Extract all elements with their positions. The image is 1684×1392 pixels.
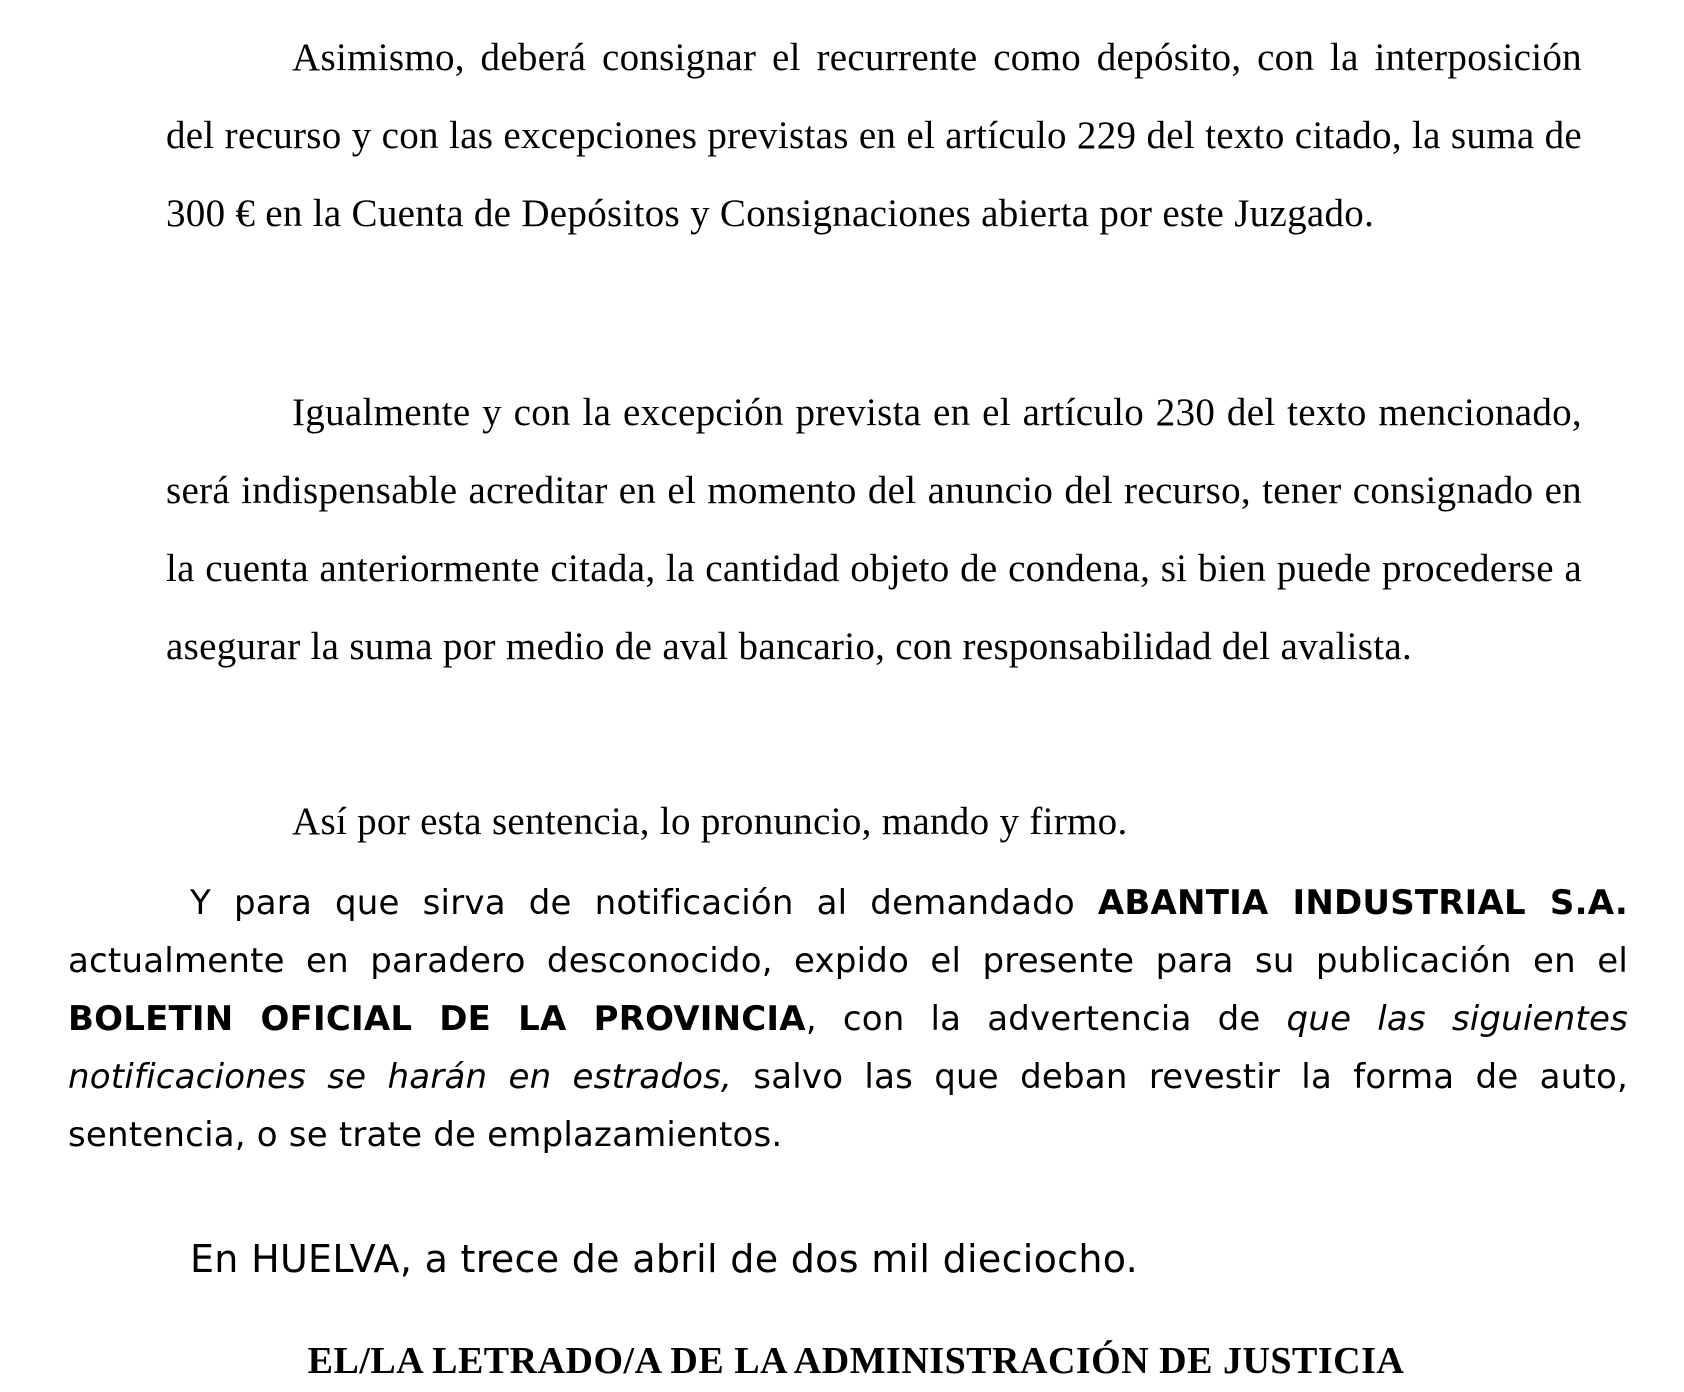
defendant-name: ABANTIA INDUSTRIAL S.A. [1097,883,1628,923]
date-line: En HUELVA, a trece de abril de dos mil dieciocho. [190,1237,1139,1281]
paragraph-ruling [166,783,1582,861]
notice-text-part2: actualmente en paradero desconocido, expido el presente para su publicación en el [68,941,1628,981]
notice-text-part4: salvo las que deban revestir la forma de auto, sentencia, o se trate de emplazamientos. [68,1057,1629,1155]
notice-text-part1: Y para que sirva de notificación al demandado [190,883,1098,923]
bulletin-name: BOLETIN OFICIAL DE LA PROVINCIA [68,999,806,1039]
paragraph-guarantee-text: Igualmente y con la excepción prevista en el artículo 230 del texto mencionado, será indispensable acreditar en el momento del anuncio del recurso, tener consignado en la cuenta anteriormente citada, la cantidad objeto de condena, si bien puede procederse a asegurar la suma por medio de aval bancario, con responsabilidad del avalista. [166,391,1582,668]
signature-title: EL/LA LETRADO/A DE LA ADMINISTRACIÓN DE JUSTICIA [307,1340,1405,1382]
paragraph-deposit [166,19,1582,253]
notice-text-part3: , con la advertencia de [805,999,1287,1039]
paragraph-ruling-text: Así por esta sentencia, lo pronuncio, mando y firmo. [292,800,1128,843]
paragraph-deposit-text: Asimismo, deberá consignar el recurrente como depósito, con la interposición del recurso y con las excepciones previstas en el artículo 229 del texto citado, la suma de 300 € en la Cuenta de Depósitos y Consignaciones abierta por este Juzgado. [166,36,1582,235]
notification-paragraph [68,874,1628,1164]
paragraph-guarantee [166,374,1582,686]
notice-italic-text: que las siguientes notificaciones se harán en estrados, [68,999,1628,1097]
